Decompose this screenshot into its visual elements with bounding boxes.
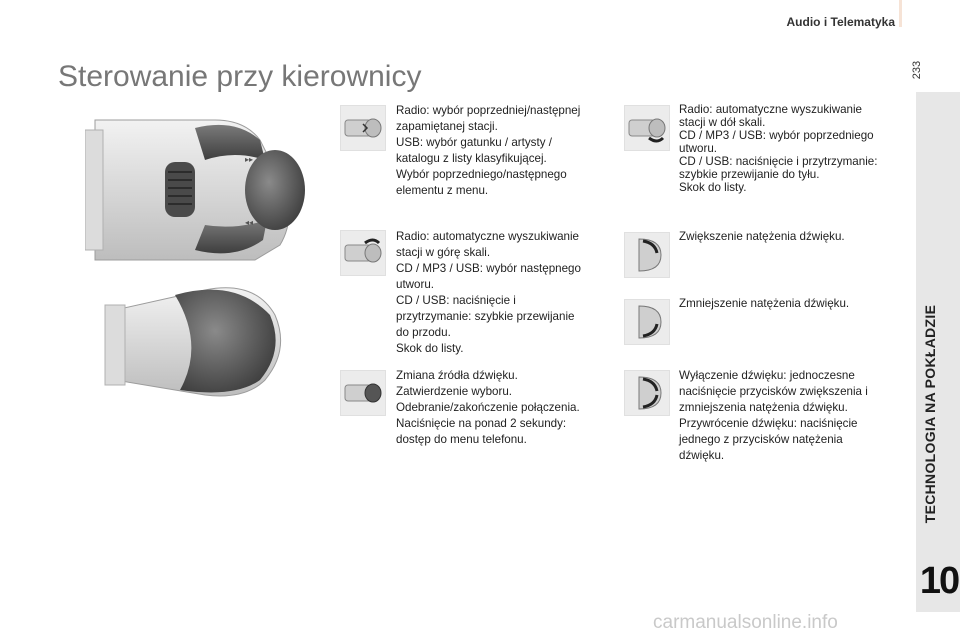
chapter-number: 10 <box>919 560 959 602</box>
stalk-up-icon <box>340 230 386 276</box>
volume-down-icon <box>624 299 670 345</box>
stalk-end-button-icon <box>340 370 386 416</box>
upper-button <box>195 125 265 160</box>
stalk-end-button-description: Zmiana źródła dźwięku. Zatwierdzenie wyboru. Odebranie/zakończenie połączenia. Naciśnięcie na ponad 2 sekundy: dostęp do menu telefonu. <box>396 369 580 446</box>
thumbwheel <box>165 162 195 217</box>
stalk-switch-description: Radio: wybór poprzedniej/następnej zapamiętanej stacji. USB: wybór gatunku / artysty / katalogu z listy klasyfikującej. Wybór poprzedniego/następnego elementu z menu. <box>396 104 581 197</box>
svg-text:▸▸: ▸▸ <box>245 155 254 164</box>
mute-description: Wyłączenie dźwięku: jednoczesne naciśnięcie przycisków zwiększenia i zmniejszenia natężenia dźwięku. Przywrócenie dźwięku: naciśnięcie jednego z przycisków natężenia dźwięku. <box>679 369 868 462</box>
lower-stalk-base <box>105 305 125 385</box>
stalk-down-icon <box>624 105 670 151</box>
steering-control-illustration <box>85 100 310 400</box>
volume-down-description: Zmniejszenie natężenia dźwięku. <box>679 297 850 310</box>
stalk-base <box>85 130 103 250</box>
volume-up-description: Zwiększenie natężenia dźwięku. <box>679 230 845 243</box>
volume-up-icon <box>624 232 670 278</box>
mute-icon <box>624 370 670 416</box>
page-title: Sterowanie przy kierownicy <box>58 60 422 93</box>
section-title: Audio i Telematyka <box>786 15 895 29</box>
stalk-up-description: Radio: automatyczne wyszukiwanie stacji w górę skali. CD / MP3 / USB: wybór następnego utworu. CD / USB: naciśnięcie i przytrzymanie: szybkie przewijanie do przodu. Skok do listy. <box>396 230 581 355</box>
watermark: carmanualsonline.info <box>653 612 838 633</box>
svg-text:◂◂: ◂◂ <box>245 218 254 227</box>
header-accent-line <box>899 0 902 27</box>
stalk-switch-icon <box>340 105 386 151</box>
end-cap <box>245 150 305 230</box>
chapter-title: TECHNOLOGIA NA POKŁADZIE <box>922 304 938 524</box>
stalk-down-description: Radio: automatyczne wyszukiwanie stacji w dół skali. CD / MP3 / USB: wybór poprzedniego utworu. CD / USB: naciśnięcie i przytrzymanie: szybkie przewijanie do tyłu. Skok do listy. <box>679 103 878 194</box>
page-number: 233 <box>911 60 923 80</box>
